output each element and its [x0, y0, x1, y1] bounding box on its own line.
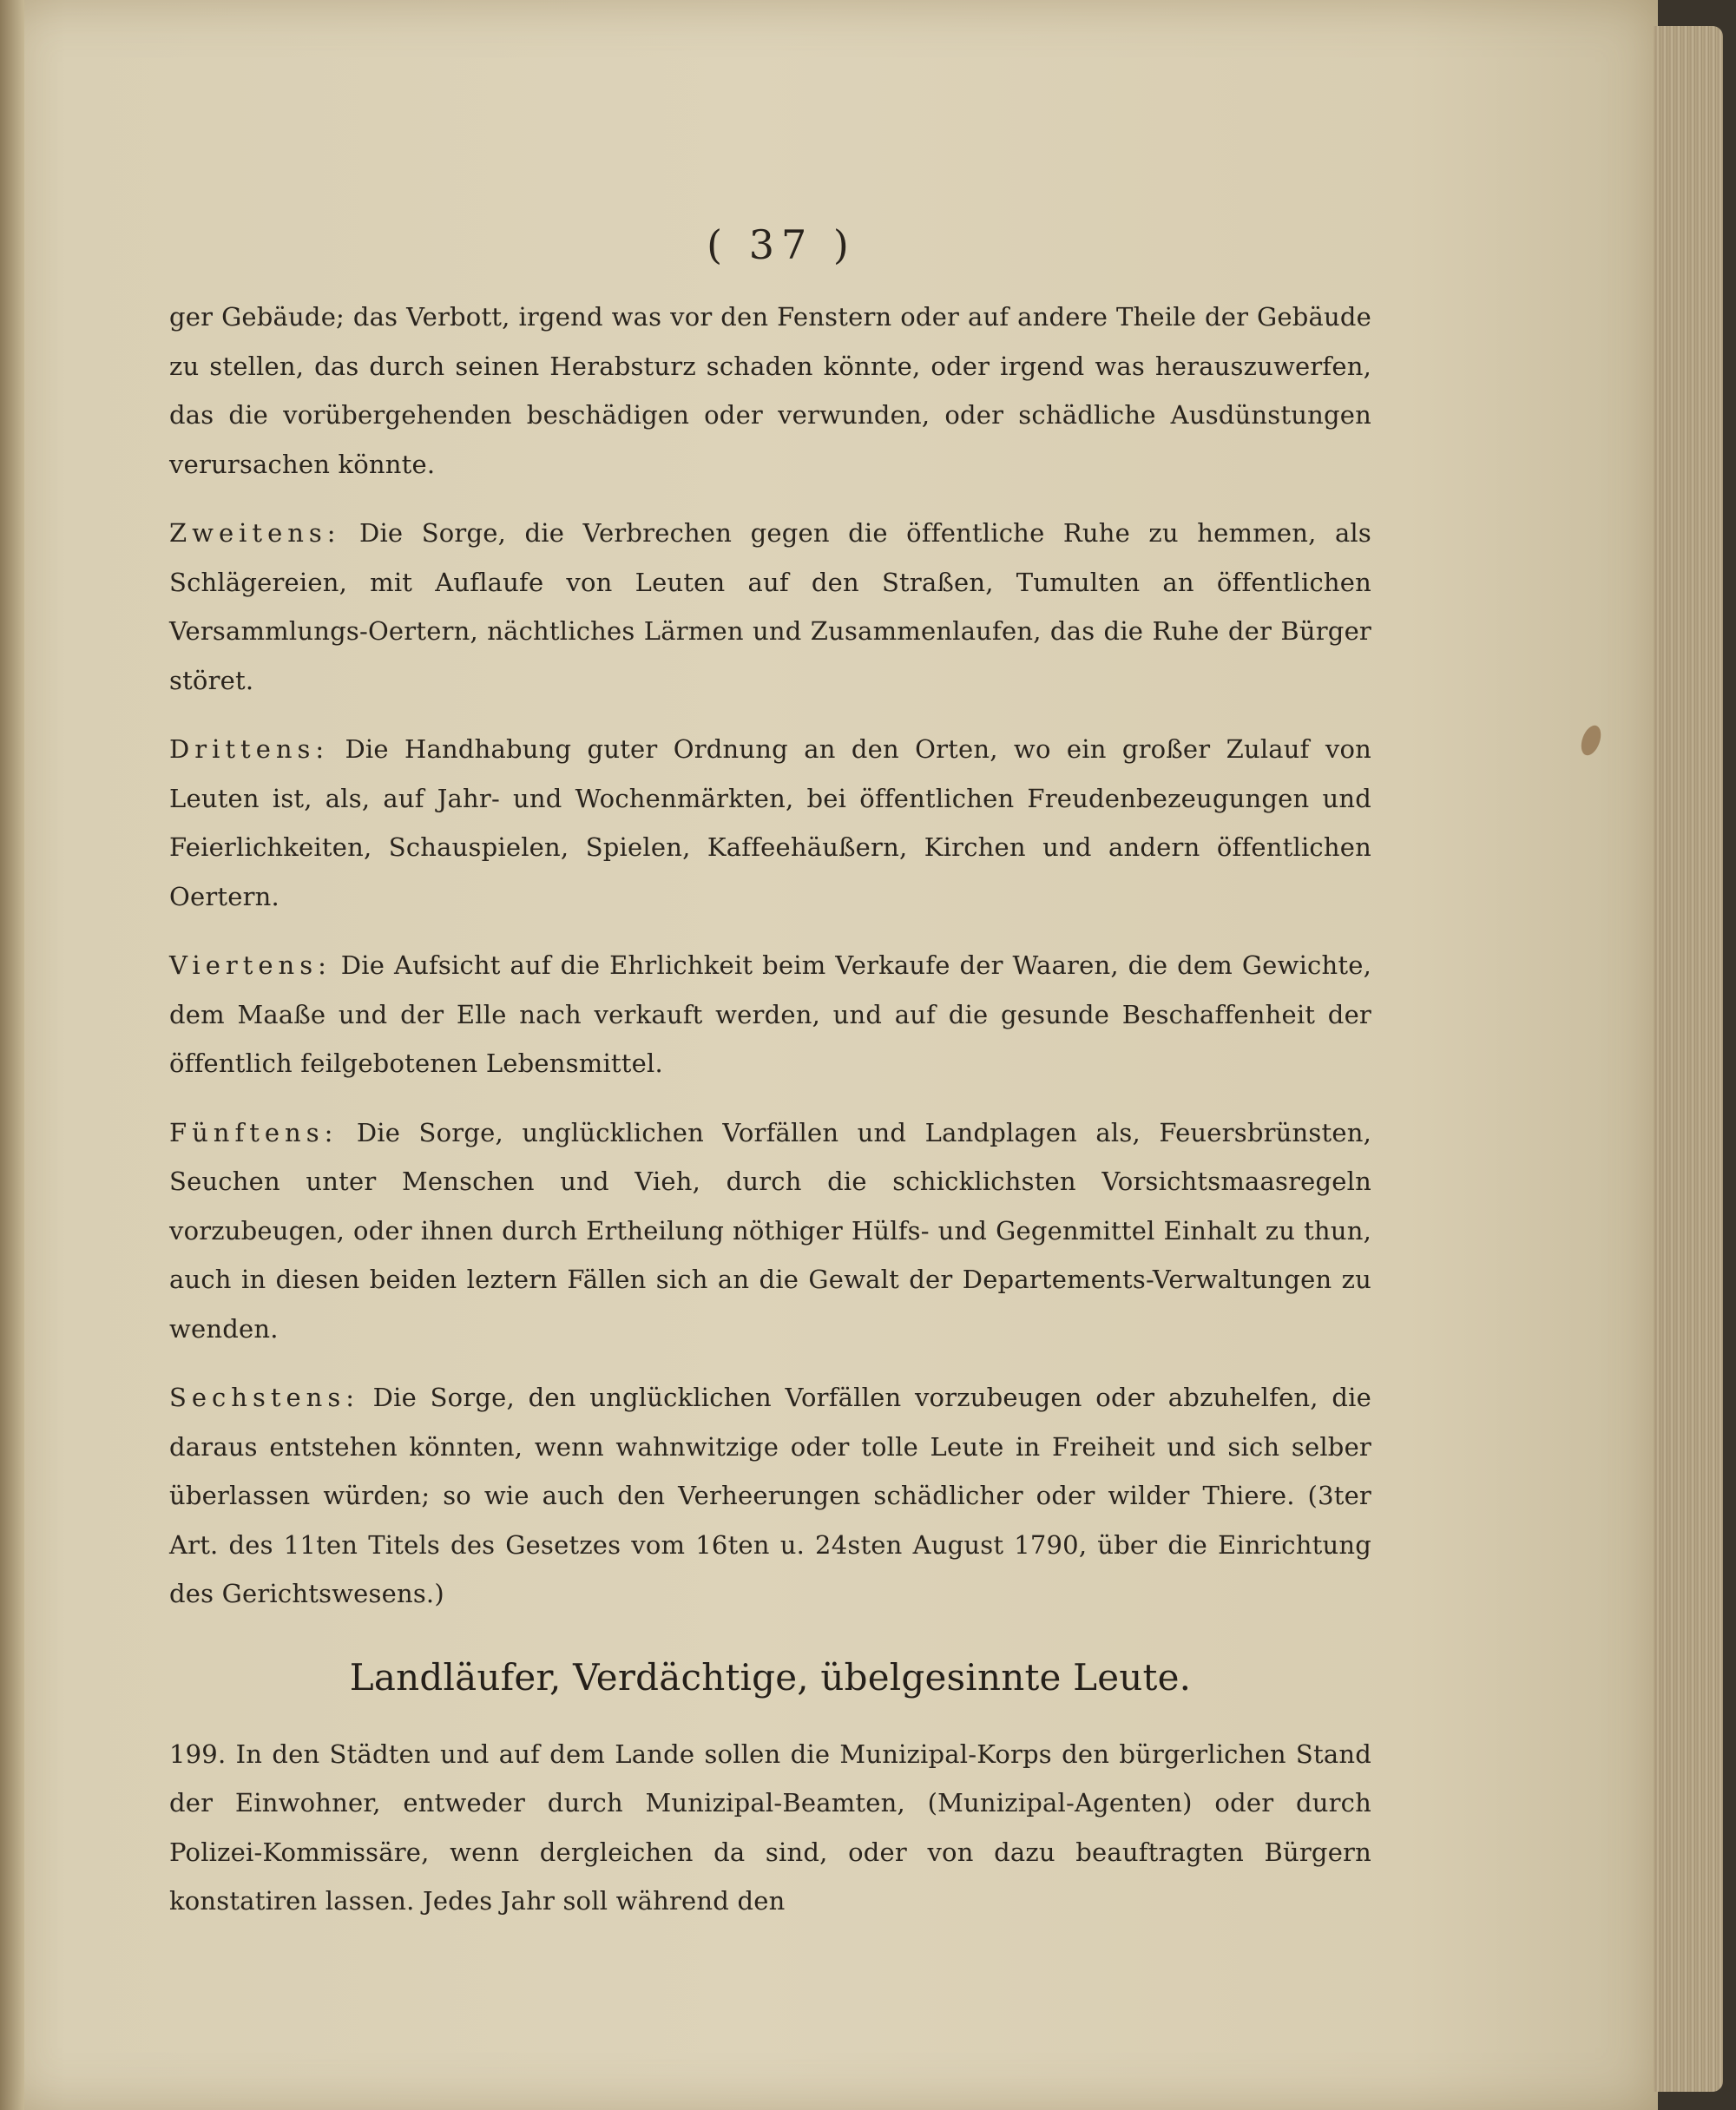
paragraph-continuation [169, 293, 1371, 489]
paragraph-fuenftens [169, 1108, 1371, 1354]
section-heading: Landläufer, Verdächtige, übelgesinnte Leute. [349, 1655, 1192, 1699]
paragraph-text: Die Sorge, den unglücklichen Vorfällen vorzubeugen oder abzuhelfen, die daraus entstehen könnten, wenn wahnwitzige oder tolle Leute in Freiheit und sich selber überlassen würden; so wie auch den Verheerungen schädlicher oder wilder Thiere. (3ter Art. des 11ten Titels des Gesetzes vom 16ten u. 24sten August 1790, über die Einrichtung des Gerichtswesens.) [169, 1383, 1371, 1608]
paragraph-text: Die Sorge, die Verbrechen gegen die öffentliche Ruhe zu hemmen, als Schlägereien, mit Auflaufe von Leuten auf den Straßen, Tumulten an öffentlichen Versammlungs-Oertern, nächtliches Lärmen und Zusammenlaufen, das die Ruhe der Bürger störet. [169, 518, 1371, 695]
paragraph-199 [169, 1730, 1371, 1926]
paragraph-lead: Drittens: [169, 734, 330, 764]
paragraph-text: In den Städten und auf dem Lande sollen die Munizipal-Korps den bürgerlichen Stand der Einwohner, entweder durch Munizipal-Beamten, (Munizipal-Agenten) oder durch Polizei-Kommissäre, wenn dergleichen da sind, oder von dazu beauftragten Bürgern konstatiren lassen. Jedes Jahr soll während den [169, 1739, 1371, 1916]
page-edges [1654, 26, 1723, 2092]
paragraph-lead: Viertens: [169, 950, 332, 980]
paragraph-sechstens [169, 1373, 1371, 1619]
paragraph-lead: Sechstens: [169, 1383, 359, 1412]
paragraph-lead: Fünftens: [169, 1117, 339, 1147]
body-text [169, 221, 1371, 1946]
page-number: ( 37 ) [707, 221, 856, 268]
paragraph-text: Die Handhabung guter Ordnung an den Orten, wo ein großer Zulauf von Leuten ist, als, auf Jahr- und Wochenmärkten, bei öffentlichen Freudenbezeugungen und Feierlichkeiten, Schauspielen, Spielen, Kaffeehäußern, Kirchen und andern öffentlichen Oertern. [169, 734, 1371, 911]
paragraph-viertens [169, 941, 1371, 1088]
paragraph-drittens [169, 725, 1371, 921]
paragraph-number: 199. [169, 1739, 227, 1769]
paragraph-zweitens [169, 509, 1371, 705]
paragraph-lead: Zweitens: [169, 518, 341, 548]
paragraph-text: ger Gebäude; das Verbott, irgend was vor den Fenstern oder auf andere Theile der Gebäude zu stellen, das durch seinen Herabsturz schaden könnte, oder irgend was herauszuwerfen, das die vorübergehenden beschädigen oder verwunden, oder schädliche Ausdünstungen verursachen könnte. [169, 302, 1371, 479]
paper-stain [1577, 723, 1604, 759]
paragraph-text: Die Aufsicht auf die Ehrlichkeit beim Verkaufe der Waaren, die dem Gewichte, dem Maaße und der Elle nach verkauft werden, und auf die gesunde Beschaffenheit der öffentlich feilgebotenen Lebensmittel. [169, 950, 1371, 1078]
paragraph-text: Die Sorge, unglücklichen Vorfällen und Landplagen als, Feuersbrünsten, Seuchen unter Menschen und Vieh, durch die schicklichsten Vorsichtsmaasregeln vorzubeugen, oder ihnen durch Ertheilung nöthiger Hülfs- und Gegenmittel Einhalt zu thun, auch in diesen beiden leztern Fällen sich an die Gewalt der Departements-Verwaltungen zu wenden. [169, 1117, 1371, 1344]
page-gutter [0, 0, 24, 2110]
